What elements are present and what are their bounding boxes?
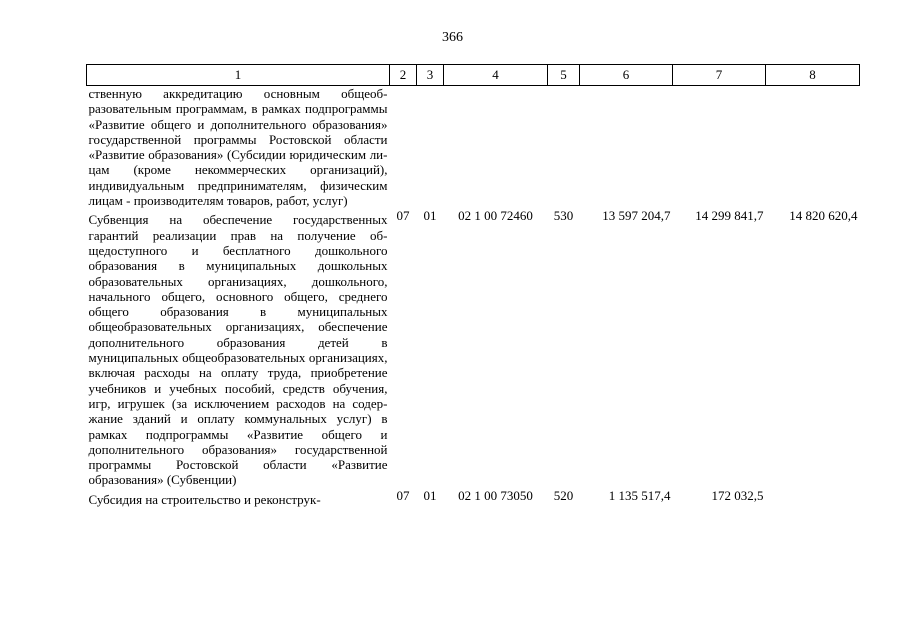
header-col-1: 1 [87,65,390,86]
table-row [87,488,860,507]
row-expense-type [548,86,580,209]
row-amount-year1 [580,86,673,209]
row-target-article [444,86,548,209]
table-row [87,86,860,209]
row-amount-year1: 1 135 517,4 [608,487,671,503]
header-col-4: 4 [444,65,548,86]
row-amount-year3: 14 820 620,4 [789,208,858,224]
row-amount-year2: 14 299 841,7 [695,208,764,224]
row-amount-year2: 172 032,5 [711,487,764,503]
row-section: 07 [396,487,410,503]
header-col-6: 6 [580,65,673,86]
row-target-article: 02 1 00 73050 [458,487,533,503]
row-subsection: 01 [423,208,437,224]
header-col-8: 8 [766,65,860,86]
row-expense-type: 530 [553,208,574,224]
row-description: Субвенция на обеспечение государственных гарантий реализации прав на получение общедоступного и бесплатного дошкольного образования в муниципальных дошкольных образовательных организациях, дошкольного, начального общего, основного общего, среднего общего образования в муниципальных общеобразовательных организациях, обеспечение дополнительного образования детей в муниципальных общеобразовательных организациях, включая расходы на оплату труда, приобретение учебников и учебных пособий, средств обучения, игр, игрушек (за исключением расходов на содержание зданий и оплату коммунальных услуг) в рамках подпрограммы «Развитие общего и дополнительного образования» государственной программы Ростовской области «Развитие образования» (Субвенции) [88,212,388,488]
row-amount-year1: 13 597 204,7 [602,208,671,224]
row-amount-year3 [766,86,860,209]
table-row [87,208,860,487]
table-header-row [87,65,860,86]
row-subsection: 01 [423,487,437,503]
budget-table [86,64,860,507]
header-col-3: 3 [417,65,444,86]
header-col-2: 2 [390,65,417,86]
row-section: 07 [396,208,410,224]
row-expense-type: 520 [553,487,574,503]
header-col-7: 7 [673,65,766,86]
page-number: 366 [442,30,463,45]
row-target-article: 02 1 00 72460 [458,208,533,224]
row-description: Субсидия на строительство и реконструк- [88,491,321,507]
row-section [390,86,417,209]
header-col-5: 5 [548,65,580,86]
row-amount-year3 [766,488,860,507]
row-subsection [417,86,444,209]
row-amount-year2 [673,86,766,209]
row-description: ственную аккредитацию основным общеобразовательным программам, в рамках подпрограммы «Развитие общего и дополнительного образования» государственной программы Ростовской области «Развитие образования» (Субсидии юридическим лицам (кроме некоммерческих организаций), индивидуальным предпринимателям, физическим лицам - производителям товаров, работ, услуг) [88,86,388,209]
